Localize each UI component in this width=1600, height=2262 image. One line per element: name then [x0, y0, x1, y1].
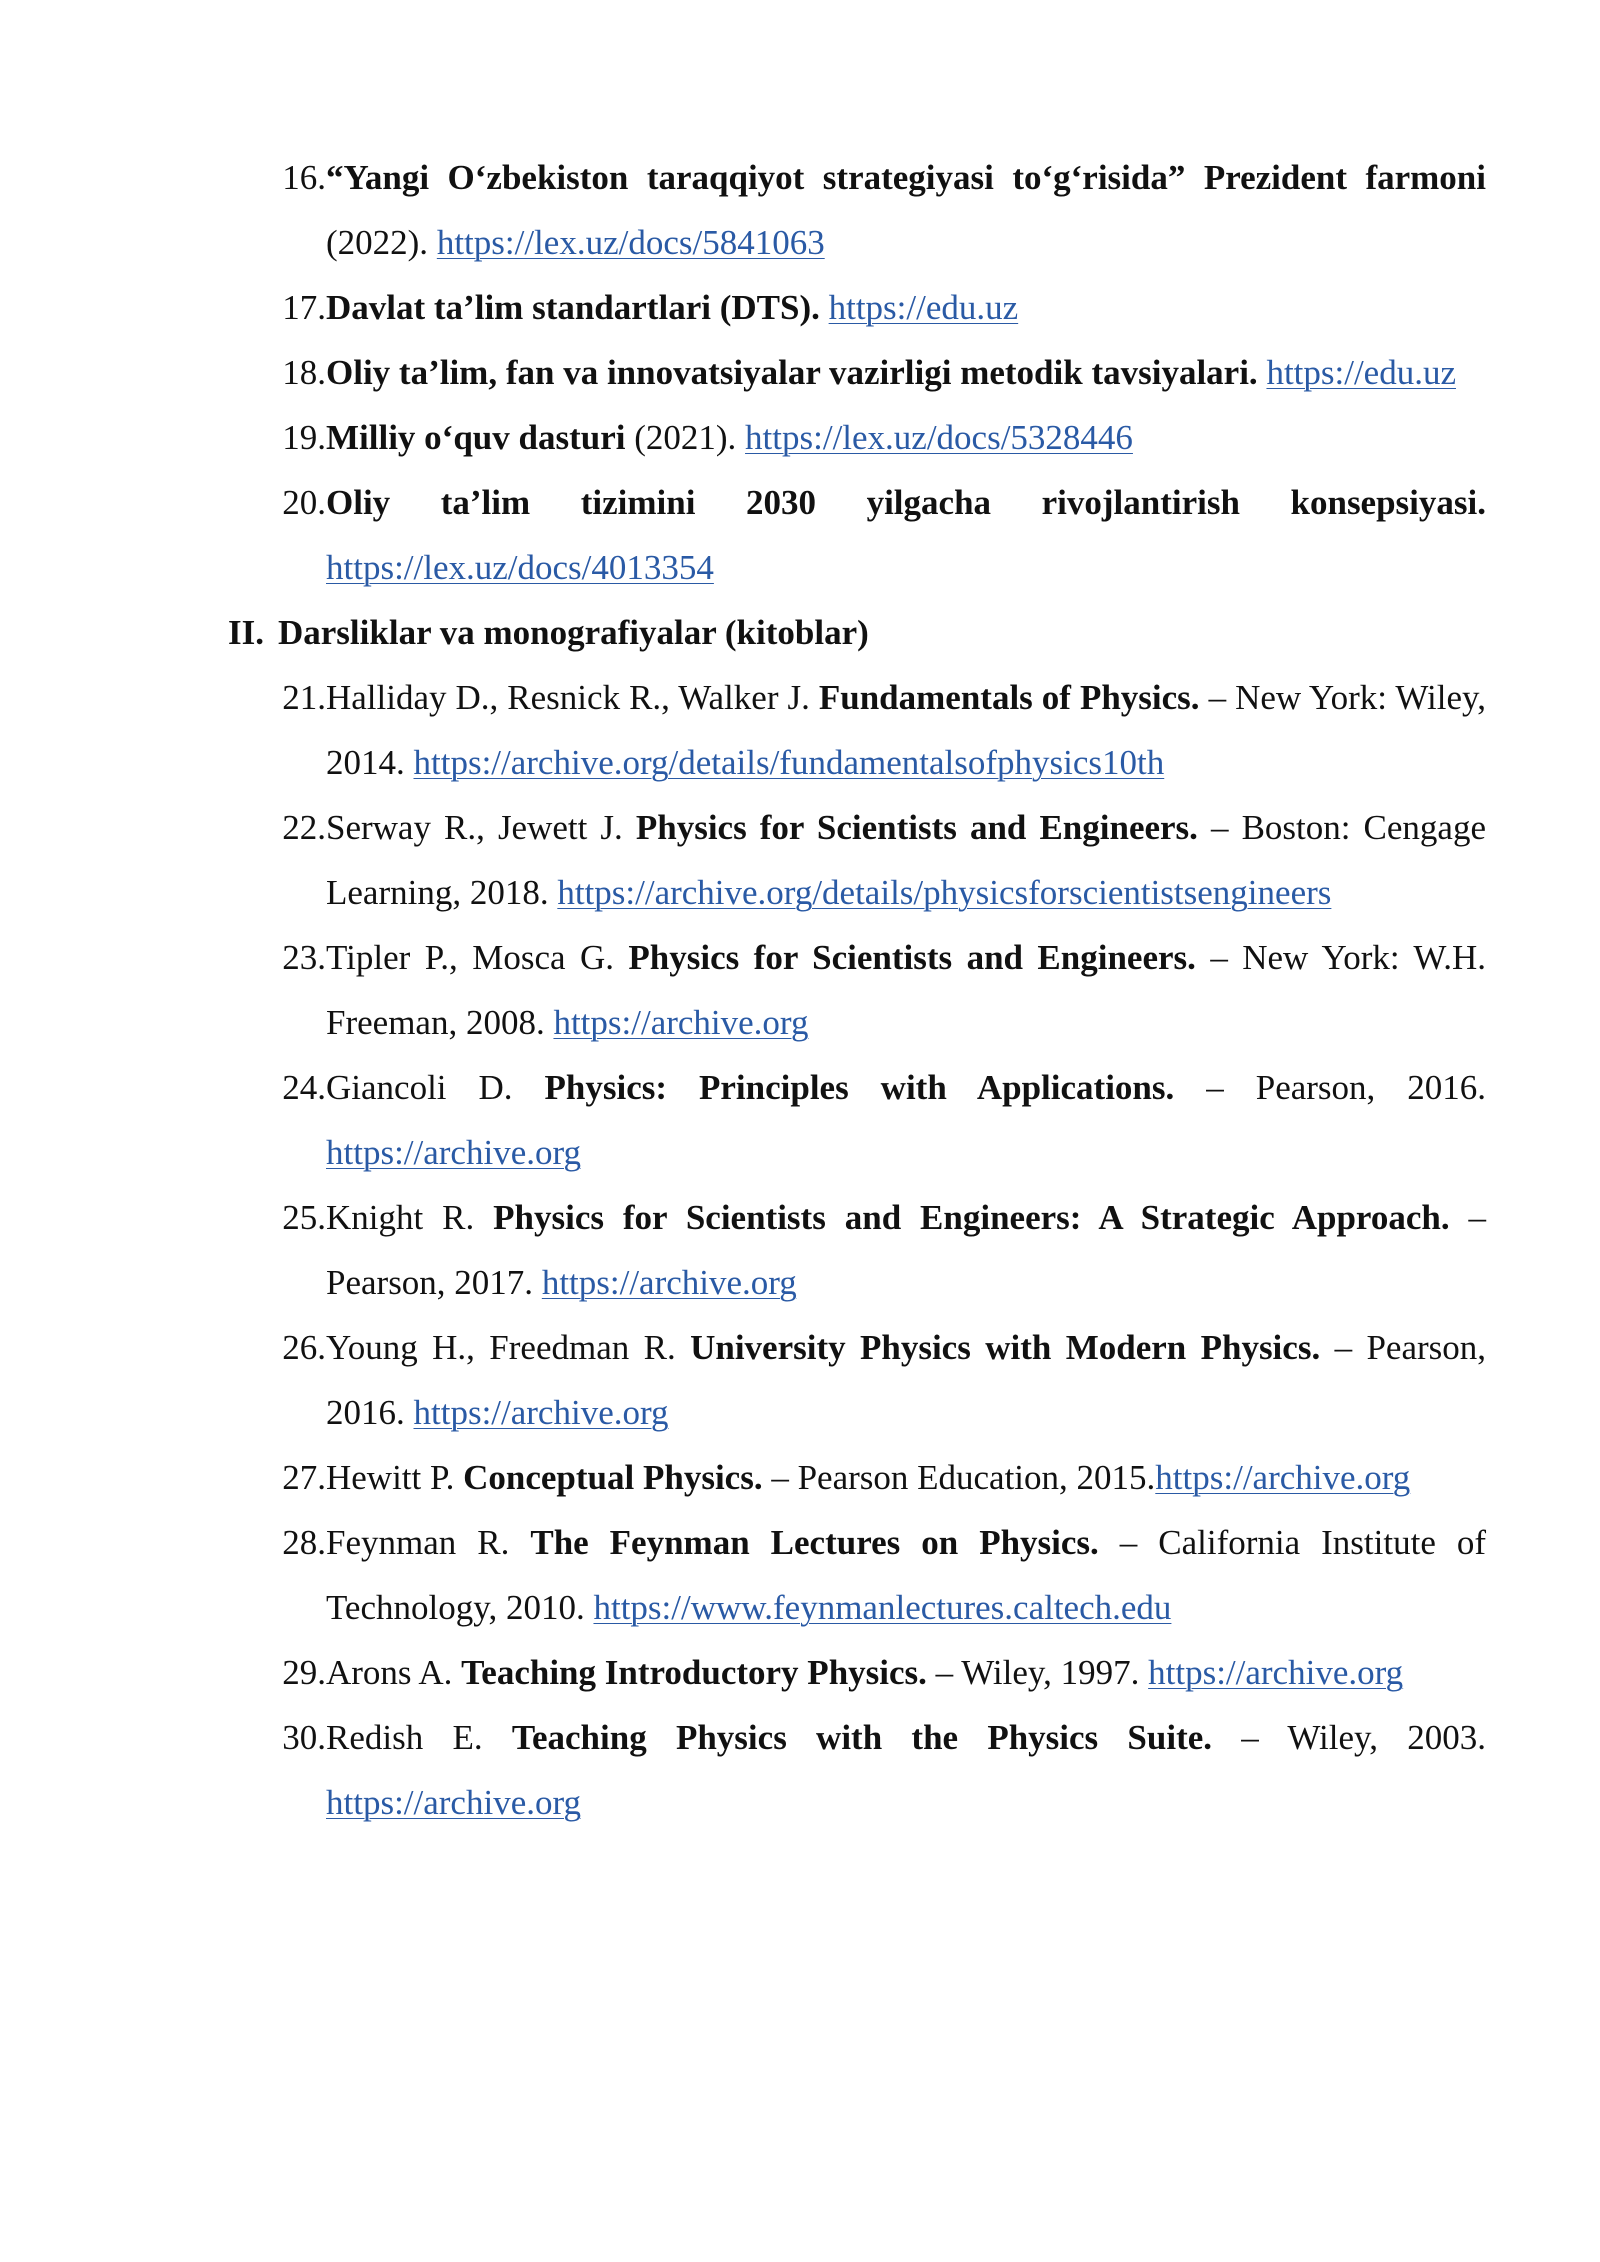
reference-item — [282, 925, 1486, 1055]
reference-link[interactable]: https://archive.org — [413, 1393, 669, 1432]
reference-item — [282, 1445, 1486, 1510]
reference-authors: Serway R., Jewett J. — [326, 808, 636, 847]
reference-details: – Boston: Cengage Learning, 2018. — [326, 808, 1486, 912]
reference-link[interactable]: https://archive.org — [326, 1133, 581, 1172]
reference-authors: Knight R. — [326, 1198, 494, 1237]
reference-item — [282, 795, 1486, 925]
section-heading — [228, 600, 1486, 665]
reference-item — [282, 470, 1486, 600]
reference-title: Physics for Scientists and Engineers. — [635, 808, 1198, 847]
reference-link[interactable]: https://archive.org — [541, 1263, 797, 1302]
reference-number: 16. — [282, 158, 326, 197]
reference-link[interactable]: https://archive.org — [326, 1783, 581, 1822]
reference-title: Oliy ta’lim, fan va innovatsiyalar vazirligi metodik tavsiyalari. — [326, 353, 1258, 392]
reference-title: The Feynman Lectures on Physics. — [530, 1523, 1099, 1562]
reference-authors: Arons A. — [326, 1653, 462, 1692]
reference-title: Davlat ta’lim standartlari (DTS). — [326, 288, 820, 327]
reference-authors: Giancoli D. — [326, 1068, 545, 1107]
reference-title: Physics for Scientists and Engineers: A Strategic Approach. — [493, 1198, 1450, 1237]
reference-number: 18. — [282, 353, 326, 392]
reference-title: University Physics with Modern Physics. — [690, 1328, 1321, 1367]
reference-item — [282, 1705, 1486, 1835]
reference-number: 30. — [282, 1718, 326, 1757]
reference-item — [282, 1640, 1486, 1705]
reference-item — [282, 1055, 1487, 1185]
reference-number: 28. — [282, 1523, 326, 1562]
section-number: II. — [228, 613, 264, 652]
reference-details: – California Institute of Technology, 2010. — [326, 1523, 1487, 1627]
reference-number: 20. — [282, 483, 326, 522]
reference-title: Teaching Introductory Physics. — [461, 1653, 927, 1692]
reference-title: Teaching Physics with the Physics Suite. — [511, 1718, 1213, 1757]
reference-authors: Halliday D., Resnick R., Walker J. — [326, 678, 819, 717]
reference-title: Conceptual Physics. — [463, 1458, 763, 1497]
reference-item — [282, 340, 1486, 405]
reference-title: Oliy ta’lim tizimini 2030 yilgacha rivojlantirish konsepsiyasi. — [326, 483, 1486, 522]
reference-details: – Wiley, 2003. — [1212, 1718, 1486, 1757]
reference-number: 19. — [282, 418, 326, 457]
reference-title: Fundamentals of Physics. — [818, 678, 1200, 717]
reference-details: – New York: W.H. Freeman, 2008. — [326, 938, 1486, 1042]
reference-link[interactable]: https://archive.org — [553, 1003, 809, 1042]
reference-link[interactable]: https://www.feynmanlectures.caltech.edu — [593, 1588, 1172, 1627]
reference-link[interactable]: https://edu.uz — [1266, 353, 1456, 392]
reference-link[interactable]: https://archive.org/details/fundamentalsofphysics10th — [413, 743, 1165, 782]
reference-details: – Pearson, 2016. — [1174, 1068, 1487, 1107]
reference-title: Physics: Principles with Applications. — [544, 1068, 1175, 1107]
reference-number: 17. — [282, 288, 326, 327]
reference-link[interactable]: https://lex.uz/docs/5841063 — [436, 223, 825, 262]
reference-authors: Redish E. — [326, 1718, 512, 1757]
reference-details: (2021). — [625, 418, 746, 457]
reference-link[interactable]: https://archive.org — [1155, 1458, 1411, 1497]
reference-link[interactable]: https://archive.org/details/physicsforscientistsengineers — [557, 873, 1332, 912]
reference-authors: Feynman R. — [326, 1523, 531, 1562]
reference-details: (2022). — [326, 223, 437, 262]
reference-title: Milliy o‘quv dasturi — [326, 418, 626, 457]
reference-number: 22. — [282, 808, 326, 847]
reference-item — [282, 665, 1486, 795]
reference-number: 23. — [282, 938, 326, 977]
reference-item — [282, 1315, 1487, 1445]
reference-number: 24. — [282, 1068, 326, 1107]
reference-authors: Young H., Freedman R. — [326, 1328, 691, 1367]
reference-authors: Hewitt P. — [326, 1458, 464, 1497]
reference-list — [0, 145, 1600, 1835]
reference-title: Physics for Scientists and Engineers. — [628, 938, 1196, 977]
reference-title: “Yangi O‘zbekiston taraqqiyot strategiyasi to‘g‘risida” Prezident farmoni — [326, 158, 1486, 197]
reference-number: 25. — [282, 1198, 326, 1237]
reference-item — [282, 1510, 1487, 1640]
reference-details: – Pearson, 2017. — [326, 1198, 1486, 1302]
reference-link[interactable]: https://lex.uz/docs/4013354 — [326, 548, 714, 587]
reference-number: 29. — [282, 1653, 326, 1692]
reference-details: – Pearson Education, 2015. — [762, 1458, 1156, 1497]
reference-number: 21. — [282, 678, 326, 717]
reference-item — [282, 1185, 1486, 1315]
section-title: Darsliklar va monografiyalar (kitoblar) — [278, 613, 869, 652]
reference-number: 27. — [282, 1458, 326, 1497]
reference-item — [282, 405, 1486, 470]
reference-link[interactable]: https://edu.uz — [828, 288, 1019, 327]
reference-link[interactable]: https://lex.uz/docs/5328446 — [745, 418, 1133, 457]
reference-item — [282, 275, 1486, 340]
reference-link[interactable]: https://archive.org — [1148, 1653, 1404, 1692]
reference-details — [820, 288, 829, 327]
reference-details: – Pearson, 2016. — [326, 1328, 1487, 1432]
reference-item — [282, 145, 1486, 275]
reference-authors: Tipler P., Mosca G. — [326, 938, 629, 977]
reference-number: 26. — [282, 1328, 326, 1367]
reference-details: – New York: Wiley, 2014. — [326, 678, 1486, 782]
reference-details: – Wiley, 1997. — [926, 1653, 1149, 1692]
